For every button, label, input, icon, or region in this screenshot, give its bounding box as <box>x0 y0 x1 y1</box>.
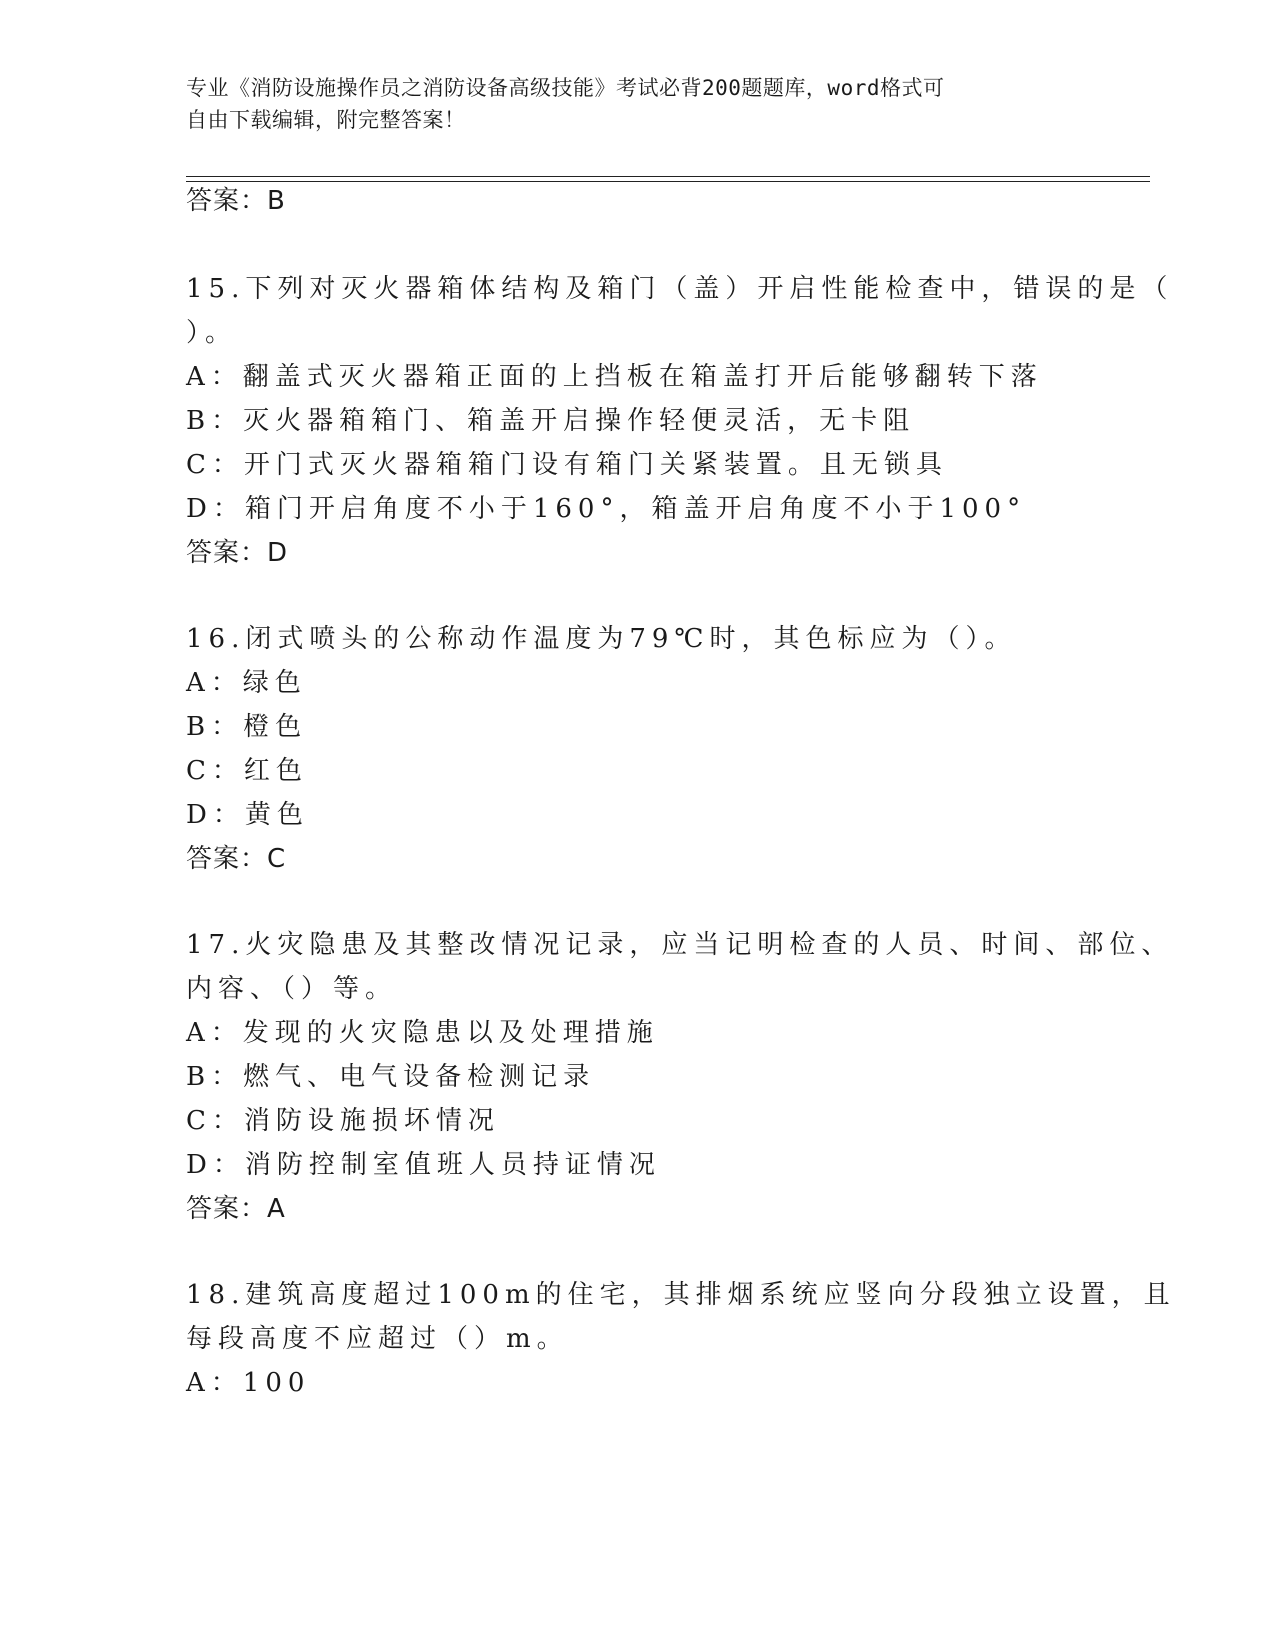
header-line-1: 专业《消防设施操作员之消防设备高级技能》考试必背200题题库，word格式可 <box>186 76 945 100</box>
option-a: A：翻盖式灭火器箱正面的上挡板在箱盖打开后能够翻转下落 <box>186 362 1043 392</box>
header-divider-top <box>186 176 1150 177</box>
option-d: D：消防控制室值班人员持证情况 <box>186 1150 661 1180</box>
question-stem-cont: ）。 <box>186 318 238 348</box>
document-header <box>186 72 1086 136</box>
option-b: B：橙色 <box>186 712 308 742</box>
question-stem: 15.下列对灭火器箱体结构及箱门（盖）开启性能检查中，错误的是（ <box>186 274 1174 304</box>
option-c: C：消防设施损坏情况 <box>186 1106 500 1136</box>
question-stem: 17.火灾隐患及其整改情况记录，应当记明检查的人员、时间、部位、 <box>186 930 1174 960</box>
answer: 答案：C <box>186 844 287 874</box>
option-a: A：发现的火灾隐患以及处理措施 <box>186 1018 659 1048</box>
question-stem: 18.建筑高度超过100m的住宅，其排烟系统应竖向分段独立设置，且 <box>186 1280 1176 1310</box>
answer: 答案：D <box>186 538 289 568</box>
option-a: A：100 <box>186 1368 311 1398</box>
option-a: A：绿色 <box>186 668 307 698</box>
option-c: C：红色 <box>186 756 308 786</box>
header-line-2: 自由下载编辑，附完整答案！ <box>186 108 466 132</box>
question-stem-cont: 内容、（）等。 <box>186 974 398 1004</box>
option-c: C：开门式灭火器箱箱门设有箱门关紧装置。且无锁具 <box>186 450 948 480</box>
answer: 答案：A <box>186 1194 286 1224</box>
option-d: D：黄色 <box>186 800 309 830</box>
option-b: B：燃气、电气设备检测记录 <box>186 1062 596 1092</box>
question-stem: 16.闭式喷头的公称动作温度为79℃时，其色标应为（）。 <box>186 624 1017 654</box>
question-stem-cont: 每段高度不应超过（）m。 <box>186 1324 569 1354</box>
option-b: B：灭火器箱箱门、箱盖开启操作轻便灵活，无卡阻 <box>186 406 916 436</box>
answer-14: 答案：B <box>186 186 286 216</box>
header-divider-bottom <box>186 181 1150 182</box>
option-d: D：箱门开启角度不小于160°，箱盖开启角度不小于100° <box>186 494 1027 524</box>
